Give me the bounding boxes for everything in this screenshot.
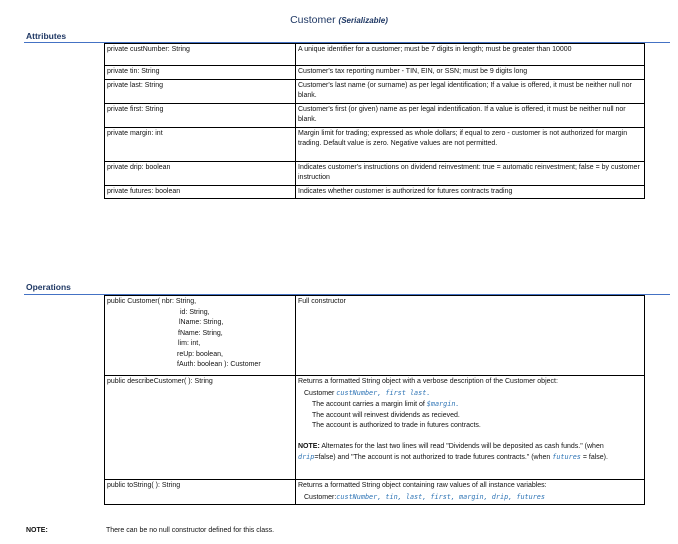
describe-signature: public describeCustomer( ): String	[105, 376, 296, 480]
describe-intro: Returns a formatted String object with a verbose description of the Customer object:	[298, 378, 558, 385]
operations-table	[104, 295, 645, 505]
class-name: Customer	[290, 14, 336, 26]
attribute-row	[105, 79, 645, 103]
constructor-description: Full constructor	[296, 296, 645, 376]
attribute-row	[105, 127, 645, 161]
tostring-intro: Returns a formatted String object containing raw values of all instance variables:	[298, 482, 547, 489]
describe-note-code-1: drip	[298, 453, 315, 461]
footer-note-text: There can be no null constructor defined for this class.	[106, 527, 275, 534]
attribute-description: Indicates whether customer is authorized for futures contracts trading	[296, 185, 645, 199]
constructor-line: public Customer( nbr: String,	[107, 298, 197, 305]
attributes-table	[104, 43, 645, 199]
constructor-line: fName: String,	[178, 329, 223, 337]
attribute-row	[105, 44, 645, 66]
footer-note-label: NOTE:	[26, 527, 48, 534]
constructor-signature	[105, 296, 296, 376]
attribute-description: Customer's first (or given) name as per legal indentification. If a value is offered, it must be neither null nor blank.	[296, 103, 645, 127]
operation-row	[105, 480, 645, 505]
class-qualifier: (Serializable)	[338, 16, 388, 25]
describe-note-code-2: futures	[552, 453, 581, 461]
describe-note-text-a: Alternates for the last two lines will read "Dividends will be deposited as cash funds." (when	[319, 442, 604, 450]
attribute-signature: private drip: boolean	[105, 161, 296, 185]
describe-line-2-code: $margin.	[426, 400, 460, 408]
tostring-description	[296, 480, 645, 505]
attributes-heading: Attributes	[26, 31, 67, 41]
tostring-signature: public toString( ): String	[105, 480, 296, 505]
describe-line-2	[298, 399, 642, 411]
constructor-line: id: String,	[180, 308, 210, 316]
attribute-description: Indicates customer's instructions on dividend reinvestment: true = automatic reinvestment; false = by customer instruction	[296, 161, 645, 185]
describe-note	[298, 442, 642, 464]
describe-line-2-text: The account carries a margin limit of	[312, 401, 427, 408]
tostring-line-text: Customer:	[304, 493, 337, 501]
tostring-line	[298, 492, 642, 504]
attribute-signature: private margin: int	[105, 127, 296, 161]
constructor-line: reUp: boolean,	[177, 350, 223, 358]
describe-note-text-b: =false) and "The account is not authorized to trade futures contracts." (when	[314, 454, 553, 461]
constructor-line: fAuth: boolean ): Customer	[177, 361, 261, 368]
constructor-line: lim: int,	[178, 340, 201, 347]
operation-row	[105, 376, 645, 480]
attribute-signature: private custNumber: String	[105, 44, 296, 66]
describe-note-label: NOTE:	[298, 442, 320, 450]
attribute-row	[105, 161, 645, 185]
describe-note-text-c: = false).	[580, 454, 608, 461]
attribute-signature: private tin: String	[105, 66, 296, 80]
constructor-line: lName: String,	[179, 319, 224, 326]
describe-line-3: The account will reinvest dividends as recieved.	[312, 411, 460, 419]
attribute-description: Margin limit for trading; expressed as whole dollars; if equal to zero - customer is not authorized for margin trading. Default value is zero. Negative values are not permitted.	[296, 127, 645, 161]
operations-heading: Operations	[26, 282, 71, 292]
attribute-description: A unique identifier for a customer; must be 7 digits in length; must be greater than 10000	[296, 44, 645, 66]
attribute-row	[105, 185, 645, 199]
attribute-description: Customer's last name (or surname) as per legal identification; If a value is offered, it must be neither null nor blank.	[296, 79, 645, 103]
describe-spacer	[298, 432, 642, 442]
attribute-signature: private futures: boolean	[105, 185, 296, 199]
attribute-row	[105, 103, 645, 127]
attribute-row	[105, 66, 645, 80]
operation-row	[105, 296, 645, 376]
attribute-signature: private last: String	[105, 79, 296, 103]
describe-line-4: The account is authorized to trade in futures contracts.	[312, 422, 481, 429]
attribute-signature: private first: String	[105, 103, 296, 127]
describe-description	[296, 376, 645, 480]
describe-line-1-code: custNumber, first last.	[336, 388, 431, 397]
attribute-description: Customer's tax reporting number - TIN, EIN, or SSN; must be 9 digits long	[296, 66, 645, 80]
describe-line-1	[298, 388, 642, 400]
describe-line-1-text: Customer	[304, 389, 337, 397]
page-title	[0, 14, 678, 26]
tostring-line-code: custNumber, tin, last, first, margin, drip, futures	[336, 492, 545, 501]
